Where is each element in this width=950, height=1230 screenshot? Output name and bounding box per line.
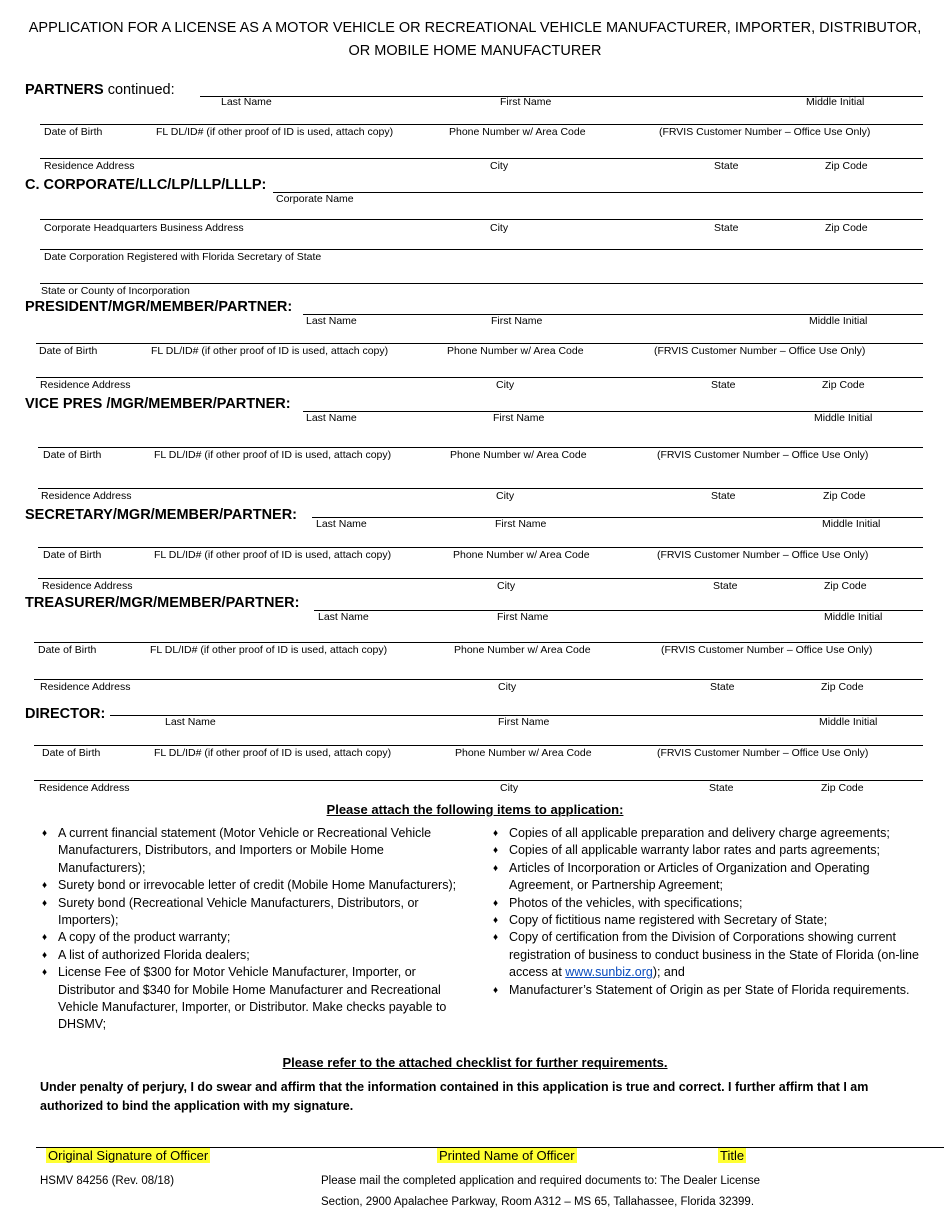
president-dob-line[interactable]: [36, 343, 923, 344]
vice-pres-first-name-label: First Name: [493, 412, 545, 424]
president-frvis-label: (FRVIS Customer Number – Office Use Only): [654, 345, 866, 357]
attach-item: ♦ A copy of the product warranty;: [40, 929, 465, 946]
corp-date-label: Date Corporation Registered with Florida Secretary of State: [44, 251, 322, 263]
attach-item-certification: ♦ Copy of certification from the Division of Corporations showing current registration of business to conduct business in the State of Florida (on-line access at www.sunbiz.org); and: [491, 929, 931, 981]
secretary-phone-label: Phone Number w/ Area Code: [453, 549, 590, 561]
partners-city-label: City: [490, 160, 509, 172]
treasurer-residence-line[interactable]: [34, 679, 923, 680]
treasurer-zip-label: Zip Code: [821, 681, 864, 693]
partners-first-name-label: First Name: [500, 96, 552, 108]
attach-item: ♦ A list of authorized Florida dealers;: [40, 947, 465, 964]
president-residence-line[interactable]: [36, 377, 923, 378]
perjury-statement: Under penalty of perjury, I do swear and affirm that the information contained in this application is true and correct. I further affirm that I am authorized to bind the application with my signature.: [40, 1080, 869, 1113]
secretary-last-name-label: Last Name: [316, 518, 367, 530]
treasurer-city-label: City: [498, 681, 517, 693]
director-zip-label: Zip Code: [821, 782, 864, 794]
attach-heading: Please attach the following items to application:: [326, 802, 624, 817]
secretary-zip-label: Zip Code: [824, 580, 867, 592]
corp-name-line[interactable]: [273, 192, 923, 193]
attach-item: ♦ Copies of all applicable preparation and delivery charge agreements;: [491, 825, 931, 842]
section-partners: PARTNERS continued:: [25, 82, 175, 98]
director-state-label: State: [709, 782, 734, 794]
checklist-note: Please refer to the attached checklist for further requirements.: [282, 1055, 668, 1070]
director-city-label: City: [500, 782, 519, 794]
corp-name-label: Corporate Name: [276, 193, 354, 205]
director-last-name-label: Last Name: [165, 716, 216, 728]
section-treasurer: TREASURER/MGR/MEMBER/PARTNER:: [25, 595, 300, 611]
treasurer-dob-label: Date of Birth: [38, 644, 97, 656]
director-dob-line[interactable]: [34, 745, 923, 746]
partners-dob-label: Date of Birth: [44, 126, 103, 138]
president-state-label: State: [711, 379, 736, 391]
partners-zip-label: Zip Code: [825, 160, 868, 172]
section-president: PRESIDENT/MGR/MEMBER/PARTNER:: [25, 299, 293, 315]
treasurer-dob-line[interactable]: [34, 642, 923, 643]
director-middle-initial-label: Middle Initial: [819, 716, 878, 728]
director-residence-line[interactable]: [34, 780, 923, 781]
section-secretary: SECRETARY/MGR/MEMBER/PARTNER:: [25, 507, 298, 523]
corp-zip-label: Zip Code: [825, 222, 868, 234]
sunbiz-link[interactable]: www.sunbiz.org: [565, 965, 653, 980]
treasurer-first-name-label: First Name: [497, 611, 549, 623]
mailing-instructions: [321, 1171, 821, 1213]
treasurer-middle-initial-label: Middle Initial: [824, 611, 883, 623]
attach-item: ♦ Articles of Incorporation or Articles of Organization and Operating Agreement, or Partnership Agreement;: [491, 860, 931, 895]
president-middle-initial-label: Middle Initial: [809, 315, 868, 327]
corp-state-label: State: [714, 222, 739, 234]
attach-item: ♦ Surety bond or irrevocable letter of credit (Mobile Home Manufacturers);: [40, 877, 465, 894]
attach-item: ♦ Photos of the vehicles, with specifications;: [491, 895, 931, 912]
attach-list-right: [491, 825, 931, 999]
secretary-dob-line[interactable]: [38, 547, 923, 548]
partners-state-label: State: [714, 160, 739, 172]
partners-dl-label: FL DL/ID# (if other proof of ID is used, attach copy): [156, 126, 394, 138]
director-residence-label: Residence Address: [39, 782, 130, 794]
vice-pres-state-label: State: [711, 490, 736, 502]
treasurer-last-name-label: Last Name: [318, 611, 369, 623]
attach-item: ♦ Surety bond (Recreational Vehicle Manufacturers, Distributors, or Importers);: [40, 895, 465, 930]
director-first-name-label: First Name: [498, 716, 550, 728]
mailing-line1: Please mail the completed application and required documents to: The Dealer License: [321, 1175, 760, 1187]
corp-state-inc-line[interactable]: [40, 283, 923, 284]
secretary-state-label: State: [713, 580, 738, 592]
partners-last-name-label: Last Name: [221, 96, 272, 108]
partners-frvis-label: (FRVIS Customer Number – Office Use Only): [659, 126, 871, 138]
president-dl-label: FL DL/ID# (if other proof of ID is used, attach copy): [151, 345, 389, 357]
form-title-line1: APPLICATION FOR A LICENSE AS A MOTOR VEHICLE OR RECREATIONAL VEHICLE MANUFACTURER, IMPORTER, DISTRIBUTOR,: [28, 20, 922, 36]
president-first-name-label: First Name: [491, 315, 543, 327]
secretary-first-name-label: First Name: [495, 518, 547, 530]
secretary-residence-line[interactable]: [38, 578, 923, 579]
secretary-city-label: City: [497, 580, 516, 592]
signature-original-label: Original Signature of Officer: [48, 1148, 209, 1163]
partners-residence-line[interactable]: [40, 158, 923, 159]
corp-state-inc-label: State or County of Incorporation: [41, 285, 190, 297]
corp-hq-label: Corporate Headquarters Business Address: [44, 222, 244, 234]
secretary-dl-label: FL DL/ID# (if other proof of ID is used, attach copy): [154, 549, 392, 561]
president-residence-label: Residence Address: [40, 379, 131, 391]
director-frvis-label: (FRVIS Customer Number – Office Use Only): [657, 747, 869, 759]
partners-middle-initial-label: Middle Initial: [806, 96, 865, 108]
signature-title-label: Title: [720, 1148, 745, 1163]
mailing-line2: Section, 2900 Apalachee Parkway, Room A312 – MS 65, Tallahassee, Florida 32399.: [321, 1196, 755, 1208]
vice-pres-dob-label: Date of Birth: [43, 449, 102, 461]
secretary-middle-initial-label: Middle Initial: [822, 518, 881, 530]
director-phone-label: Phone Number w/ Area Code: [455, 747, 592, 759]
director-dob-label: Date of Birth: [42, 747, 101, 759]
vice-pres-frvis-label: (FRVIS Customer Number – Office Use Only): [657, 449, 869, 461]
vice-pres-dl-label: FL DL/ID# (if other proof of ID is used, attach copy): [154, 449, 392, 461]
attach-item: ♦ Copies of all applicable warranty labor rates and parts agreements;: [491, 842, 931, 859]
form-title: [0, 17, 950, 63]
treasurer-phone-label: Phone Number w/ Area Code: [454, 644, 591, 656]
president-city-label: City: [496, 379, 515, 391]
secretary-dob-label: Date of Birth: [43, 549, 102, 561]
treasurer-frvis-label: (FRVIS Customer Number – Office Use Only): [661, 644, 873, 656]
form-number: HSMV 84256 (Rev. 08/18): [40, 1175, 175, 1187]
vice-pres-residence-line[interactable]: [38, 488, 923, 489]
vice-pres-city-label: City: [496, 490, 515, 502]
attach-item: ♦ A current financial statement (Motor Vehicle or Recreational Vehicle Manufacturers, Distributors, and Importers or Mobile Home Manufacturers);: [40, 825, 465, 877]
treasurer-residence-label: Residence Address: [40, 681, 131, 693]
director-dl-label: FL DL/ID# (if other proof of ID is used, attach copy): [154, 747, 392, 759]
attach-item: ♦ License Fee of $300 for Motor Vehicle Manufacturer, Importer, or Distributor and $340 for Mobile Home Manufacturer and Recreational Vehicle Manufacturer, Importer, or Distributor. Make checks payable to DHSMV;: [40, 964, 465, 1034]
section-vice-pres: VICE PRES /MGR/MEMBER/PARTNER:: [25, 396, 291, 412]
vice-pres-zip-label: Zip Code: [823, 490, 866, 502]
attach-item: ♦ Manufacturer’s Statement of Origin as per State of Florida requirements.: [491, 982, 931, 999]
president-dob-label: Date of Birth: [39, 345, 98, 357]
president-last-name-label: Last Name: [306, 315, 357, 327]
treasurer-dl-label: FL DL/ID# (if other proof of ID is used, attach copy): [150, 644, 388, 656]
corp-date-line[interactable]: [40, 249, 923, 250]
partners-phone-label: Phone Number w/ Area Code: [449, 126, 586, 138]
partners-residence-label: Residence Address: [44, 160, 135, 172]
secretary-frvis-label: (FRVIS Customer Number – Office Use Only): [657, 549, 869, 561]
vice-pres-last-name-label: Last Name: [306, 412, 357, 424]
corp-city-label: City: [490, 222, 509, 234]
form-title-line2: OR MOBILE HOME MANUFACTURER: [348, 43, 602, 59]
secretary-residence-label: Residence Address: [42, 580, 133, 592]
vice-pres-dob-line[interactable]: [38, 447, 923, 448]
president-zip-label: Zip Code: [822, 379, 865, 391]
attach-list-left: [40, 825, 465, 1034]
attach-item: ♦ Copy of fictitious name registered with Secretary of State;: [491, 912, 931, 929]
vice-pres-phone-label: Phone Number w/ Area Code: [450, 449, 587, 461]
vice-pres-middle-initial-label: Middle Initial: [814, 412, 873, 424]
section-corporate: C. CORPORATE/LLC/LP/LLP/LLLP:: [25, 177, 267, 193]
treasurer-state-label: State: [710, 681, 735, 693]
partners-dob-line[interactable]: [40, 124, 923, 125]
president-phone-label: Phone Number w/ Area Code: [447, 345, 584, 357]
signature-printed-label: Printed Name of Officer: [439, 1148, 575, 1163]
vice-pres-residence-label: Residence Address: [41, 490, 132, 502]
corp-hq-line[interactable]: [40, 219, 923, 220]
section-director: DIRECTOR:: [25, 706, 106, 722]
